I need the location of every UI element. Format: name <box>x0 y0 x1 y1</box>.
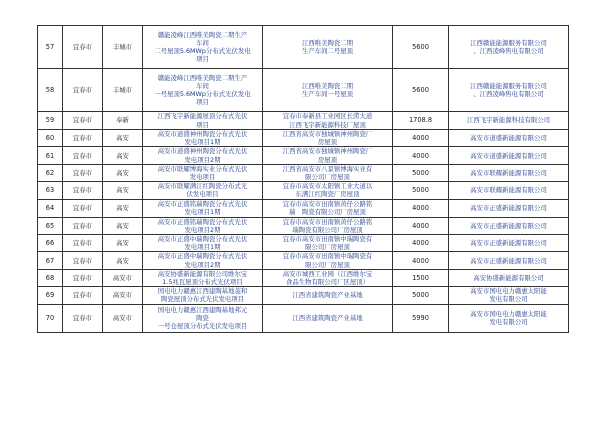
location-cell <box>263 182 393 199</box>
company-cell-line: 高安市正盛新能源有限公司 <box>470 239 547 248</box>
project-name-cell-line: 项目 <box>196 98 209 107</box>
capacity-cell: 4000 <box>393 252 449 269</box>
location-cell <box>263 130 393 147</box>
company-cell <box>449 130 569 147</box>
location-cell <box>263 235 393 252</box>
capacity-cell: 4000 <box>393 147 449 164</box>
row-number-cell: 60 <box>38 130 63 147</box>
company-cell-line: 高安市联耀新能源有限公司 <box>470 186 547 195</box>
location-cell <box>263 112 393 130</box>
project-name-cell-line: 高安市联耀满江红陶瓷分布式光 <box>157 182 248 191</box>
location-cell <box>263 287 393 304</box>
company-cell-line: 高安市国电电力赣惠太阳能 <box>470 309 547 318</box>
company-cell-line: 高安市道盛新能源有限公司 <box>470 151 547 160</box>
city-cell: 宜春市 <box>63 235 103 252</box>
project-name-cell-line: 赣能凌峰江西唯美陶瓷二期生产 <box>157 73 248 82</box>
company-cell <box>449 287 569 304</box>
row-number-cell: 64 <box>38 199 63 217</box>
table-row <box>38 287 569 304</box>
county-cell: 高安市 <box>103 304 143 332</box>
table-row <box>38 304 569 332</box>
project-name-cell-line: 江西飞宇新能源屋顶分布式光伏 <box>157 112 248 121</box>
project-name-cell <box>143 287 263 304</box>
table-row <box>38 199 569 217</box>
capacity-cell: 4000 <box>393 199 449 217</box>
city-cell: 宜春市 <box>63 199 103 217</box>
location-cell-line: 江西省高安市八景镇博海实业有 <box>282 164 373 173</box>
table-row <box>38 217 569 234</box>
company-cell-line: 、江西凌峰售电有限公司 <box>473 90 544 98</box>
table-row <box>38 164 569 181</box>
location-cell <box>263 147 393 164</box>
project-name-cell-line: 发电项目2期 <box>184 155 221 164</box>
location-cell <box>263 252 393 269</box>
location-cell <box>263 217 393 234</box>
county-cell: 丰城市 <box>103 26 143 69</box>
company-cell-line: 高安市联耀新能源有限公司 <box>470 168 547 177</box>
capacity-cell: 5600 <box>393 26 449 69</box>
project-name-cell-line: 高安市正盛铭瑞陶瓷分布式光伏 <box>157 199 248 208</box>
county-cell: 高安 <box>103 199 143 217</box>
company-cell <box>449 199 569 217</box>
project-name-cell <box>143 182 263 199</box>
row-number-cell: 62 <box>38 164 63 181</box>
county-cell: 奉新 <box>103 112 143 130</box>
row-number-cell: 70 <box>38 304 63 332</box>
city-cell: 宜春市 <box>63 112 103 130</box>
project-name-cell-line: 高安市道盛神州陶瓷分布式光伏 <box>157 130 248 138</box>
company-cell <box>449 112 569 130</box>
city-cell: 宜春市 <box>63 252 103 269</box>
project-name-cell-line: 发电项目2期 <box>184 260 221 269</box>
location-cell-line: 江西省高安市独城镇神州陶瓷厂 <box>282 147 373 156</box>
company-cell-line: 发电有限公司 <box>489 295 528 304</box>
county-cell: 高安 <box>103 217 143 234</box>
project-name-cell <box>143 69 263 112</box>
project-name-cell-line: 项目 <box>196 120 209 129</box>
company-cell <box>449 182 569 199</box>
city-cell: 宜春市 <box>63 26 103 69</box>
table-row <box>38 269 569 286</box>
location-cell <box>263 69 393 112</box>
project-name-cell-line: 高安市正盛铭瑞陶瓷分布式光伏 <box>157 217 248 226</box>
project-name-cell-line: 国电电力赣惠江西建陶基地邦元 <box>157 305 248 314</box>
capacity-cell: 4000 <box>393 235 449 252</box>
county-cell: 高安 <box>103 130 143 147</box>
project-name-cell <box>143 304 263 332</box>
project-table <box>37 25 569 333</box>
location-cell-line: 瑞陶瓷有限公司厂房屋顶 <box>292 225 363 234</box>
table-row <box>38 26 569 69</box>
project-name-cell <box>143 235 263 252</box>
location-cell-line: 房屋顶 <box>317 138 338 147</box>
city-cell: 宜春市 <box>63 304 103 332</box>
project-name-cell <box>143 199 263 217</box>
table-row <box>38 252 569 269</box>
location-cell-line: 江西唯美陶瓷二期 <box>301 38 354 47</box>
project-name-cell-line: 发电项目2期 <box>184 225 221 234</box>
table-row <box>38 235 569 252</box>
project-name-cell <box>143 130 263 147</box>
location-cell-line: 生产车间二号屋顶 <box>301 47 354 55</box>
row-number-cell: 66 <box>38 235 63 252</box>
company-cell-line: 高安市道盛新能源有限公司 <box>470 134 547 143</box>
location-cell-line: 江西唯美陶瓷二期 <box>301 81 354 90</box>
location-cell-line: 江西省建筑陶瓷产业基地 <box>292 291 363 300</box>
project-name-cell-line: 项目 <box>196 55 209 64</box>
project-name-cell <box>143 269 263 286</box>
location-cell-line: 宜春市高安市田南镇中瑞陶瓷有 <box>282 235 373 244</box>
county-cell: 高安 <box>103 252 143 269</box>
county-cell: 高安 <box>103 147 143 164</box>
company-cell-line: 江西赣能能源服务有限公司 <box>470 38 547 47</box>
company-cell <box>449 252 569 269</box>
city-cell: 宜春市 <box>63 217 103 234</box>
project-name-cell-line: 高安市正盛中瑞陶瓷分布式光伏 <box>157 252 248 261</box>
capacity-cell: 4000 <box>393 130 449 147</box>
project-name-cell-line: 一号屋顶5.6MWp分布式光伏发电 <box>154 90 251 98</box>
county-cell: 丰城市 <box>103 69 143 112</box>
location-cell-line: 食品生物有限公司厂区屋顶） <box>285 278 370 287</box>
table-row <box>38 182 569 199</box>
project-name-cell-line: 1.5兆瓦屋顶分布式光伏项目 <box>162 278 243 287</box>
city-cell: 宜春市 <box>63 164 103 181</box>
company-cell <box>449 147 569 164</box>
company-cell-line: 发电有限公司 <box>489 318 528 327</box>
company-cell-line: 江西赣能能源服务有限公司 <box>470 81 547 90</box>
project-name-cell-line: 高安市道盛神州陶瓷分布式光伏 <box>157 147 248 156</box>
project-name-cell-line: 赣能凌峰江西唯美陶瓷二期生产 <box>157 30 248 39</box>
capacity-cell: 5000 <box>393 182 449 199</box>
capacity-cell: 5000 <box>393 164 449 181</box>
project-name-cell-line: 伏发电项目 <box>186 190 219 199</box>
company-cell <box>449 26 569 69</box>
location-cell-line: 限公司厂房屋顶 <box>305 243 350 252</box>
row-number-cell: 58 <box>38 69 63 112</box>
capacity-cell: 1708.8 <box>393 112 449 130</box>
project-name-cell <box>143 164 263 181</box>
company-cell <box>449 235 569 252</box>
project-name-cell-line: 发电项目 <box>189 173 216 182</box>
company-cell-line: 高安市正盛新能源有限公司 <box>470 256 547 265</box>
record-table-sheet <box>37 25 568 333</box>
table-row <box>38 147 569 164</box>
project-name-cell-line: 国电电力赣惠江西建陶基地菱和 <box>157 287 248 296</box>
location-cell-line: 限公司厂房屋顶 <box>305 260 350 269</box>
project-name-cell <box>143 26 263 69</box>
city-cell: 宜春市 <box>63 69 103 112</box>
location-cell <box>263 304 393 332</box>
county-cell: 高安 <box>103 164 143 181</box>
project-name-cell-line: 高安市正盛中瑞陶瓷分布式光伏 <box>157 235 248 244</box>
county-cell: 高安市 <box>103 287 143 304</box>
project-name-cell-line: 高安市联耀博海实业分布式光伏 <box>157 164 248 173</box>
table-row <box>38 130 569 147</box>
project-name-cell <box>143 217 263 234</box>
project-name-cell <box>143 112 263 130</box>
project-name-cell <box>143 252 263 269</box>
location-cell-line: 限公司厂房屋顶 <box>305 173 350 182</box>
location-cell-line: 房屋顶 <box>317 155 338 164</box>
county-cell: 高安 <box>103 182 143 199</box>
company-cell <box>449 69 569 112</box>
location-cell <box>263 269 393 286</box>
row-number-cell: 59 <box>38 112 63 130</box>
row-number-cell: 67 <box>38 252 63 269</box>
row-number-cell: 69 <box>38 287 63 304</box>
project-name-cell-line: 陶瓷屋顶分布式光伏发电项目 <box>160 295 245 304</box>
project-name-cell-line: 发电项目1期 <box>184 243 221 252</box>
company-cell-line: 高安市正盛新能源有限公司 <box>470 221 547 230</box>
company-cell-line: 高安市正盛新能源有限公司 <box>470 204 547 213</box>
city-cell: 宜春市 <box>63 182 103 199</box>
company-cell <box>449 217 569 234</box>
project-name-cell-line: 高安协盛新能源有限公司维尔宝 <box>157 269 248 278</box>
location-cell-line: 宜春市高安市田南镇中瑞陶瓷有 <box>282 252 373 261</box>
company-cell-line: 江西飞宇新能源科技有限公司 <box>466 116 551 125</box>
location-cell-line: 生产车间一号屋顶 <box>301 90 354 98</box>
project-name-cell-line: 陶瓷 <box>196 314 209 323</box>
capacity-cell: 1500 <box>393 269 449 286</box>
company-cell-line: 高安协盛新能源有限公司 <box>473 273 544 282</box>
location-cell-line: 宜春市高安市田南镇黄仔公路铭 <box>282 199 373 208</box>
row-number-cell: 57 <box>38 26 63 69</box>
location-cell-line: 江西飞宇新能源科技厂屋顶 <box>289 120 366 129</box>
location-cell-line: 宜春市奉新县工业园区长涝大道 <box>282 112 373 121</box>
location-cell <box>263 164 393 181</box>
capacity-cell: 5600 <box>393 69 449 112</box>
location-cell <box>263 26 393 69</box>
project-name-cell-line: 发电项目1期 <box>184 208 221 217</box>
location-cell-line: 高安市城西工业园（江西维尔宝 <box>282 269 373 278</box>
location-cell-line: 宜春市高安市田南镇黄仔公路铭 <box>282 217 373 226</box>
county-cell: 高安 <box>103 235 143 252</box>
city-cell: 宜春市 <box>63 269 103 286</box>
city-cell: 宜春市 <box>63 130 103 147</box>
company-cell <box>449 304 569 332</box>
project-name-cell <box>143 147 263 164</box>
location-cell-line: 瑞 陶瓷有限公司厂房屋顶 <box>289 208 366 217</box>
location-cell <box>263 199 393 217</box>
city-cell: 宜春市 <box>63 287 103 304</box>
location-cell-line: 东满江红陶瓷厂房屋顶 <box>295 190 360 199</box>
location-cell-line: 江西省高安市独城镇神州陶瓷厂 <box>282 130 373 138</box>
row-number-cell: 61 <box>38 147 63 164</box>
table-body <box>38 26 569 333</box>
capacity-cell: 4000 <box>393 217 449 234</box>
company-cell <box>449 164 569 181</box>
location-cell-line: 宜春市高安市太阳镇工业大道以 <box>282 182 373 191</box>
city-cell: 宜春市 <box>63 147 103 164</box>
row-number-cell: 68 <box>38 269 63 286</box>
company-cell-line: 、江西凌峰售电有限公司 <box>473 47 544 55</box>
table-row <box>38 69 569 112</box>
capacity-cell: 5990 <box>393 304 449 332</box>
project-name-cell-line: 车间 <box>196 38 209 47</box>
county-cell: 高安市 <box>103 269 143 286</box>
project-name-cell-line: 车间 <box>196 81 209 90</box>
project-name-cell-line: 发电项目1期 <box>184 138 221 147</box>
company-cell <box>449 269 569 286</box>
project-name-cell-line: 一号仓屋顶分布式光伏发电项目 <box>157 322 248 331</box>
table-row <box>38 112 569 130</box>
row-number-cell: 63 <box>38 182 63 199</box>
company-cell-line: 高安市国电电力赣惠太阳能 <box>470 287 547 296</box>
capacity-cell: 5000 <box>393 287 449 304</box>
row-number-cell: 65 <box>38 217 63 234</box>
location-cell-line: 江西省建筑陶瓷产业基地 <box>292 314 363 323</box>
project-name-cell-line: 二号屋顶5.6MWp分布式光伏发电 <box>154 47 251 55</box>
